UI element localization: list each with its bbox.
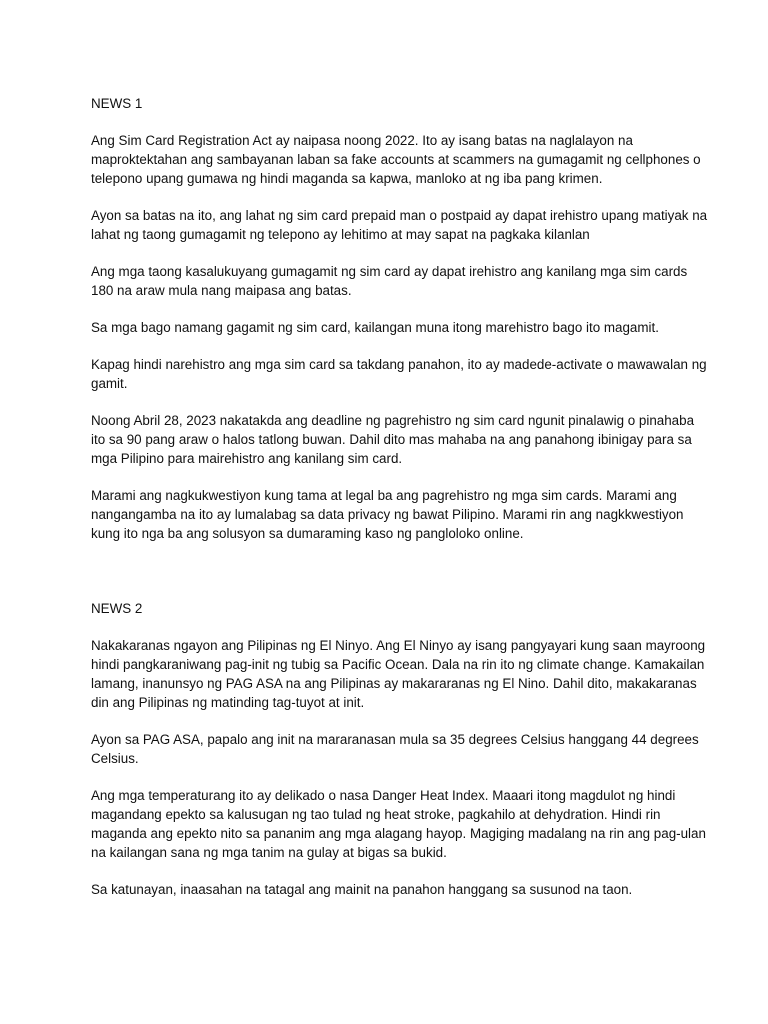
document-page xyxy=(91,94,711,917)
news-2-paragraph: Sa katunayan, inaasahan na tatagal ang mainit na panahon hanggang sa susunod na taon. xyxy=(91,882,633,897)
news-1-paragraph: Ayon sa batas na ito, ang lahat ng sim card prepaid man o postpaid ay dapat irehistro upang matiyak na lahat ng taong gumagamit ng telepono ay lehitimo at may sapat na pagkaka kilanlan xyxy=(91,208,708,242)
news-1-paragraph: Ang mga taong kasalukuyang gumagamit ng sim card ay dapat irehistro ang kanilang mga sim cards 180 na araw mula nang maipasa ang batas. xyxy=(91,264,688,298)
news-1-paragraph: Kapag hindi narehistro ang mga sim card sa takdang panahon, ito ay madede-activate o mawawalan ng gamit. xyxy=(91,357,707,391)
news-1-paragraph: Sa mga bago namang gagamit ng sim card, kailangan muna itong marehistro bago ito magamit. xyxy=(91,320,659,335)
news-2-paragraph: Nakakaranas ngayon ang Pilipinas ng El Ninyo. Ang El Ninyo ay isang pangyayari kung saan mayroong hindi pangkaraniwang pag-init ng tubig sa Pacific Ocean. Dala na rin ito ng climate change. Kamakailan lamang, inanunsyo ng PAG ASA na ang Pilipinas ay makararanas ng El Nino. Dahil dito, makakaranas din ang Pilipinas ng matinding tag-tuyot at init. xyxy=(91,638,706,710)
news-1-heading: NEWS 1 xyxy=(91,96,143,111)
news-2-section xyxy=(91,599,711,899)
news-1-paragraph: Noong Abril 28, 2023 nakatakda ang deadline ng pagrehistro ng sim card ngunit pinalawig o pinahaba ito sa 90 pang araw o halos tatlong buwan. Dahil dito mas mahaba na ang panahong ibinigay para sa mga Pilipino para mairehistro ang kanilang sim card. xyxy=(91,413,695,466)
news-2-heading: NEWS 2 xyxy=(91,601,143,616)
news-1-section xyxy=(91,94,711,543)
news-2-paragraph: Ayon sa PAG ASA, papalo ang init na mararanasan mula sa 35 degrees Celsius hanggang 44 degrees Celsius. xyxy=(91,732,699,766)
news-1-paragraph: Marami ang nagkukwestiyon kung tama at legal ba ang pagrehistro ng mga sim cards. Marami ang nangangamba na ito ay lumalabag sa data privacy ng bawat Pilipino. Marami rin ang nagkkwestiyon kung ito nga ba ang solusyon sa dumaraming kaso ng pangloloko online. xyxy=(91,488,684,541)
news-2-paragraph: Ang mga temperaturang ito ay delikado o nasa Danger Heat Index. Maaari itong magdulot ng hindi magandang epekto sa kalusugan ng tao tulad ng heat stroke, pagkahilo at dehydration. Hindi rin maganda ang epekto nito sa pananim ang mga alagang hayop. Magiging madalang na rin ang pag-ulan na kailangan sana ng mga tanim na gulay at bigas sa bukid. xyxy=(91,788,706,860)
section-spacer xyxy=(91,561,711,599)
news-1-paragraph: Ang Sim Card Registration Act ay naipasa noong 2022. Ito ay isang batas na naglalayon na maproktektahan ang sambayanan laban sa fake accounts at scammers na gumagamit ng cellphones o telepono upang gumawa ng hindi maganda sa kapwa, manloko at ng iba pang krimen. xyxy=(91,133,701,186)
